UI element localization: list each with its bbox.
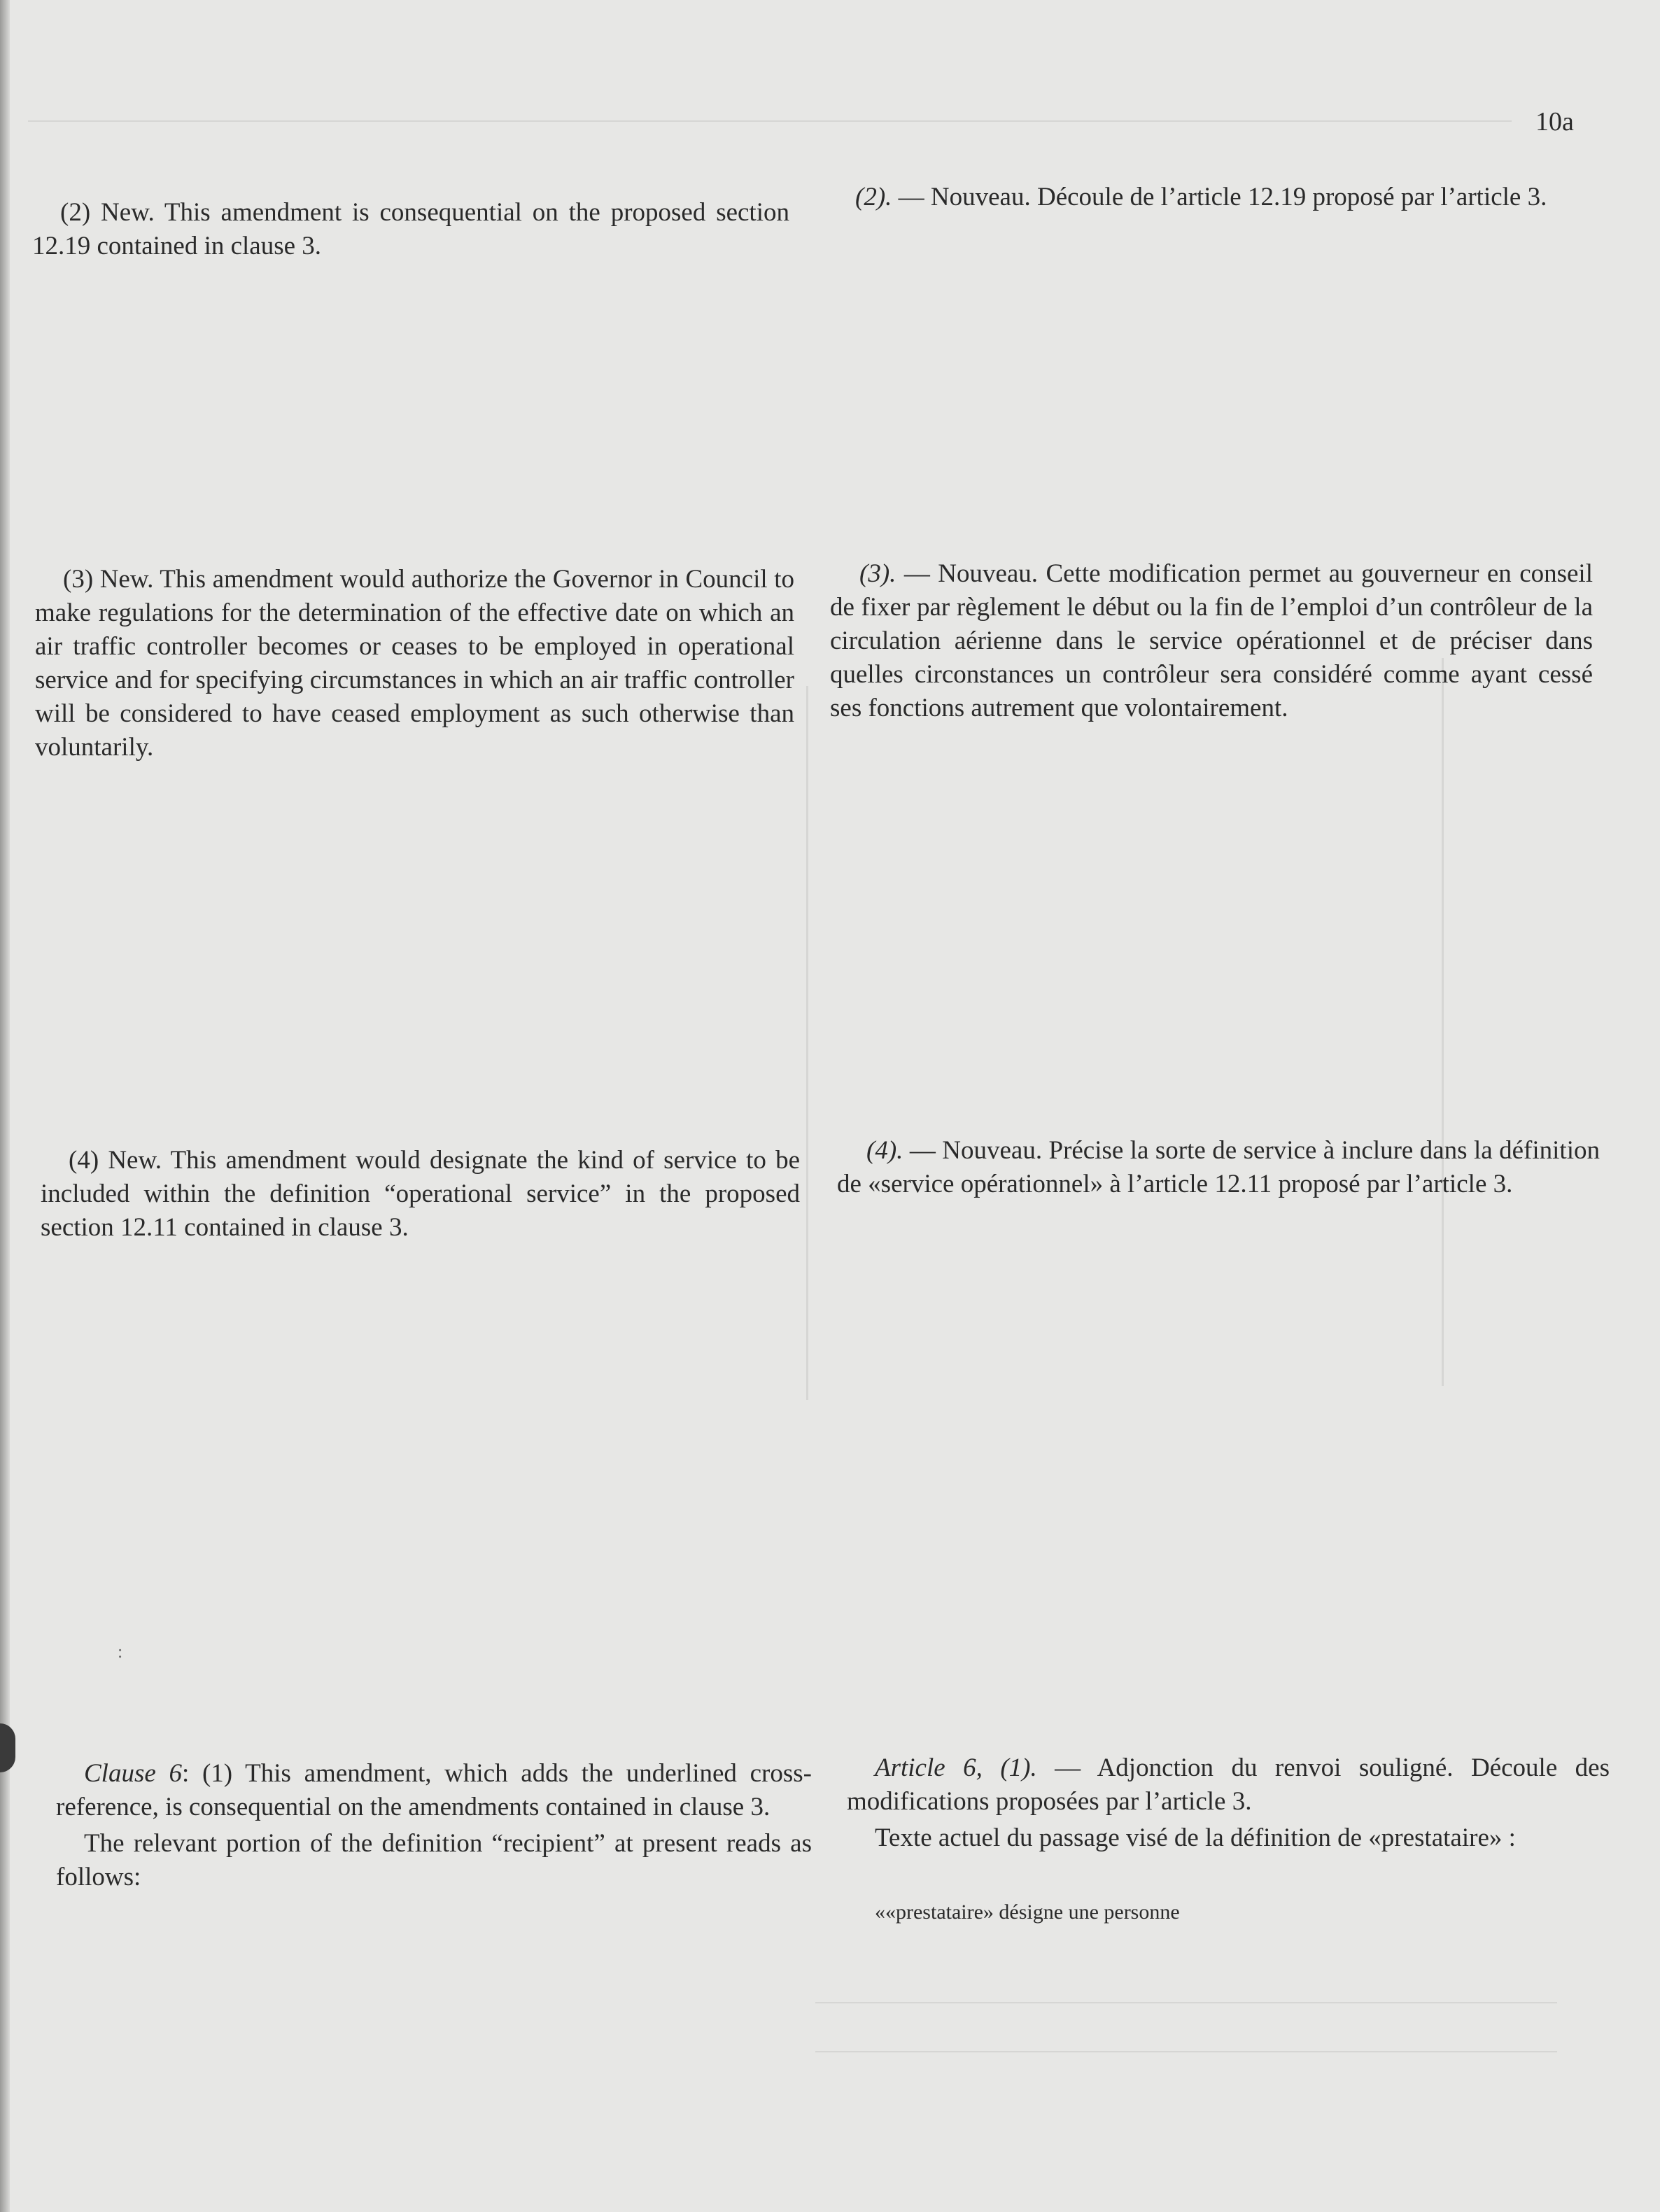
right-note-4-label: (4). [866, 1136, 903, 1165]
left-note-4-text: (4) New. This amendment would designate the kind of service to be included within the definition “operational service” in the proposed section 12.11 contained in clause 3. [41, 1146, 800, 1242]
stray-margin-mark: : [118, 1642, 123, 1662]
article-6-text: — Adjonction du renvoi souligné. Découle des modifications proposées par l’article 3. [847, 1754, 1610, 1816]
show-through-rule [806, 686, 808, 1400]
right-note-3-label: (3). [859, 559, 896, 588]
article-6-paragraph [847, 1751, 1610, 1819]
binding-hole-mark [0, 1723, 15, 1772]
right-note-2 [826, 181, 1589, 214]
page-number: 10a [1535, 107, 1574, 136]
clause-6-text: : (1) This amendment, which adds the underlined cross-reference, is consequential on the amendments contained in clause 3. [56, 1759, 812, 1821]
clause-6-label: Clause 6 [84, 1759, 182, 1788]
page-binding-edge [0, 0, 10, 2212]
left-note-2-text: (2) New. This amendment is consequential on the proposed section 12.19 contained in clause 3. [32, 198, 789, 260]
left-note-4 [41, 1144, 800, 1245]
clause-6-paragraph [56, 1757, 812, 1824]
right-note-4-text: — Nouveau. Précise la sorte de service à inclure dans la définition de «service opérationnel» à l’article 12.11 proposé par l’article 3. [837, 1136, 1600, 1198]
article-6-current-text: Texte actuel du passage visé de la définition de «prestataire» : [875, 1823, 1516, 1852]
show-through-rule [1442, 658, 1444, 1386]
article-6-label: Article 6, (1). [875, 1754, 1037, 1782]
left-note-3-text: (3) New. This amendment would authorize the Governor in Council to make regulations for the determination of the effective date on which an air traffic controller becomes or ceases to be employed in operational service and for specifying circumstances in which an air traffic controller will be considered to have ceased employment as such otherwise than voluntarily. [35, 565, 794, 762]
right-article-6 [847, 1751, 1610, 1855]
right-note-3-paragraph [830, 557, 1593, 725]
left-clause-6 [56, 1757, 812, 1894]
right-note-4-paragraph [837, 1134, 1600, 1201]
right-note-4 [837, 1134, 1600, 1201]
left-note-3 [35, 563, 794, 764]
show-through-rule [815, 2002, 1557, 2003]
clause-6-portion: The relevant portion of the definition “recipient” at present reads as follows: [56, 1829, 812, 1891]
show-through-rule [815, 2051, 1557, 2052]
left-note-2 [32, 196, 789, 263]
article-6-quote: ««prestataire» désigne une personne [875, 1900, 1180, 1924]
right-note-3-text: — Nouveau. Cette modification permet au gouverneur en conseil de fixer par règlement le début ou la fin de l’emploi d’un contrôleur de la circulation aérienne dans le service opérationnel et de préciser dans quelles circonstances un contrôleur sera considéré comme ayant cessé ses fonctions autrement que volontairement. [830, 559, 1593, 722]
show-through-rule [28, 120, 1512, 122]
right-note-3 [830, 557, 1593, 725]
right-note-2-label: (2). [855, 183, 892, 211]
right-note-2-text: — Nouveau. Découle de l’article 12.19 proposé par l’article 3. [892, 183, 1547, 211]
right-note-2-paragraph [826, 181, 1589, 214]
